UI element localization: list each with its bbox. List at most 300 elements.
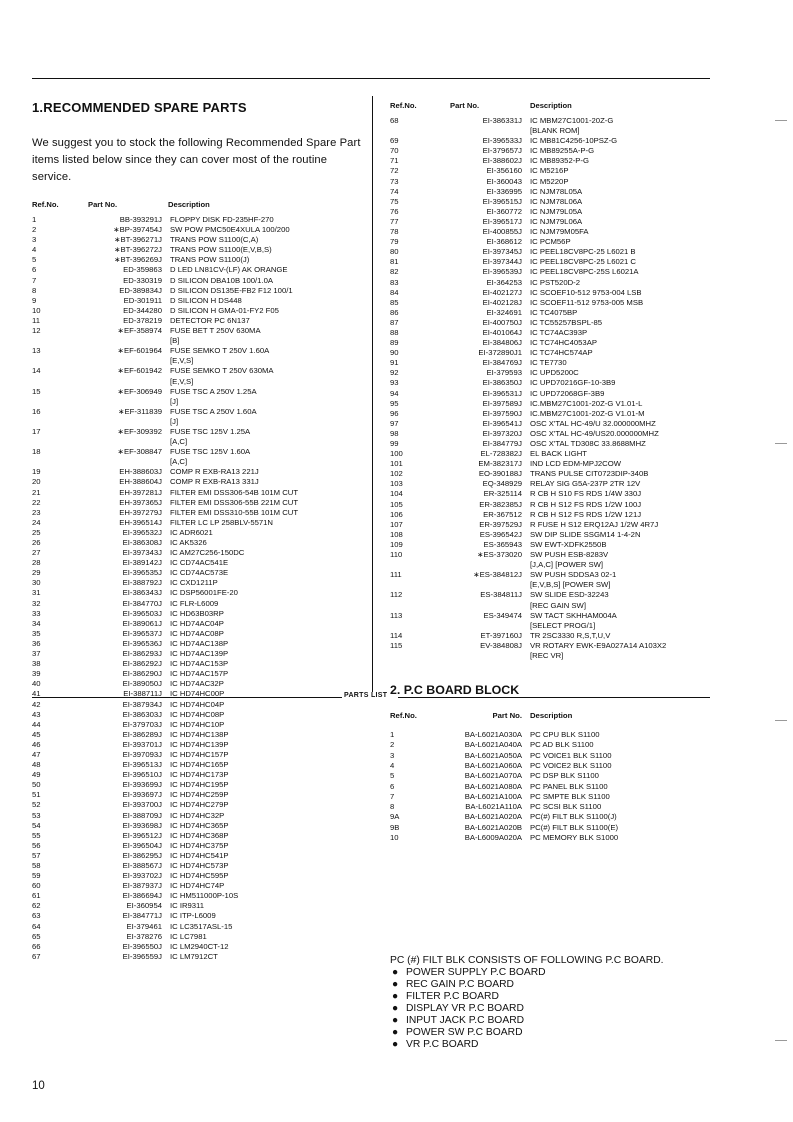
part-number: EI-396541J <box>482 418 522 428</box>
ref-number: 23 <box>32 507 41 517</box>
table-row-sub <box>390 580 720 590</box>
part-number: EM-382317J <box>478 459 522 469</box>
ref-number: 82 <box>390 267 399 277</box>
part-number: EI-324691 <box>486 307 522 317</box>
margin-mark <box>775 443 787 444</box>
parts-table <box>32 215 362 962</box>
table-row-sub <box>390 126 720 136</box>
description: IC MB89255A-P-G <box>530 146 595 156</box>
part-number: ∗EF-306949 <box>117 386 162 396</box>
spacer <box>450 560 530 570</box>
bullet-icon: ● <box>392 1039 399 1050</box>
part-number: ∗BT-396272J <box>114 245 162 255</box>
part-number: ED-330319 <box>123 275 162 285</box>
part-number: EI-384779J <box>482 439 522 448</box>
part-number: BA-L6021A060A <box>464 760 522 770</box>
spacer <box>88 457 170 467</box>
description: SW EWT-XDFK2550B <box>530 539 607 549</box>
filter-block-note <box>390 955 720 1051</box>
description: IC UPD70216GF-10-3B9 <box>530 378 616 388</box>
ref-number: 95 <box>390 398 399 408</box>
description: RELAY SIG G5A-237P 2TR 12V <box>530 479 641 489</box>
description: COMP R EXB-RA13 221J <box>170 467 259 477</box>
table-row <box>32 619 362 629</box>
ref-number: 39 <box>32 669 41 679</box>
table-row <box>32 588 362 598</box>
description: IC NJM79M05FA <box>530 227 589 237</box>
table-row <box>390 802 720 812</box>
ref-number: 47 <box>32 749 41 759</box>
table-row <box>32 659 362 669</box>
ref-number: 18 <box>32 447 41 457</box>
ref-number: 2 <box>390 740 395 750</box>
spacer <box>32 417 88 427</box>
part-number: ∗EF-601942 <box>117 366 162 376</box>
description: DETECTOR PC 6N137 <box>170 315 250 325</box>
ref-number: 105 <box>390 499 403 509</box>
description: R CB H S10 FS RDS 1/4W 330J <box>530 489 642 499</box>
ref-number: 33 <box>32 608 41 618</box>
table-row <box>390 570 720 580</box>
table-row <box>390 419 720 429</box>
table-row <box>32 750 362 760</box>
margin-mark <box>775 720 787 721</box>
part-number: EI-396532J <box>122 527 162 537</box>
ref-number: 13 <box>32 346 41 356</box>
bullet-icon: ● <box>392 967 399 978</box>
table-row <box>390 389 720 399</box>
ref-number: 19 <box>32 467 41 477</box>
table-row <box>32 669 362 679</box>
ref-number: 4 <box>390 760 395 770</box>
description-note: [A,C] <box>170 437 188 447</box>
description: IC HD74HC139P <box>170 739 229 749</box>
ref-number: 41 <box>32 689 41 699</box>
ref-number: 107 <box>390 519 403 529</box>
col-ref: Ref.No. <box>390 101 417 110</box>
description: TRANS POW S1100(J) <box>170 255 250 265</box>
ref-number: 3 <box>390 750 395 760</box>
table-row <box>32 851 362 861</box>
ref-number: 102 <box>390 469 403 479</box>
description: IC CXD1211P <box>170 578 218 588</box>
part-number: ∗BP-397454J <box>113 225 162 235</box>
part-number: ED-359863 <box>123 265 162 275</box>
description: IC CD74AC541E <box>170 558 229 568</box>
description: IC HD74HC32P <box>170 810 225 820</box>
part-number: EI-396503J <box>122 608 162 618</box>
table-row <box>32 225 362 235</box>
table-row <box>390 792 720 802</box>
description: PC(#) FILT BLK S1100(E) <box>530 822 619 832</box>
description: IC ADR6021 <box>170 527 213 537</box>
table-row <box>390 641 720 651</box>
footer-label: PARTS LIST <box>344 692 388 699</box>
table-row <box>390 449 720 459</box>
ref-number: 78 <box>390 227 399 237</box>
description: TRANS POW S1100(C,A) <box>170 235 259 245</box>
table-row <box>32 326 362 336</box>
ref-number: 99 <box>390 439 399 448</box>
table-row <box>32 538 362 548</box>
part-number: EL-728382J <box>480 449 522 459</box>
table-row <box>32 245 362 255</box>
description: IC HD74AC08P <box>170 628 224 638</box>
spacer <box>32 437 88 447</box>
part-number: EI-396515J <box>482 196 522 206</box>
description: SW PUSH SDDSA3 02-1 <box>530 570 617 580</box>
part-number: EI-388567J <box>122 861 162 870</box>
description: D SILICON H GMA-01-FY2 F05 <box>170 305 279 315</box>
part-number: EI-400750J <box>482 317 522 327</box>
part-number: ∗BT-396269J <box>114 255 162 265</box>
spare-parts-continued <box>390 98 720 843</box>
table-row <box>32 255 362 265</box>
part-number: EI-379593 <box>486 368 522 378</box>
part-number: EI-396536J <box>122 638 162 648</box>
description: IC PEEL18CV8PC-25 L6021 C <box>530 257 636 267</box>
description: IC HD63B03RP <box>170 608 224 618</box>
description: IC TC74AC393P <box>530 327 588 337</box>
part-number: ∗EF-311839 <box>118 406 162 416</box>
description: SW DIP SLIDE SSGM14 1-4-2N <box>530 529 641 539</box>
part-number: EI-386292J <box>122 659 162 669</box>
part-number: EI-397344J <box>482 257 522 267</box>
table-row <box>32 780 362 790</box>
bullet-icon: ● <box>392 1003 399 1014</box>
ref-number: 31 <box>32 588 41 598</box>
ref-number: 77 <box>390 216 399 226</box>
part-number: EI-393702J <box>122 871 162 881</box>
description: IC FLR-L6009 <box>170 598 219 608</box>
ref-number: 61 <box>32 891 41 901</box>
col-part: Part No. <box>492 710 522 720</box>
description: IC HD74HC279P <box>170 800 229 810</box>
bullet-icon: ● <box>392 1027 399 1038</box>
ref-number: 52 <box>32 800 41 810</box>
ref-number: 30 <box>32 578 41 588</box>
part-number: EI-336995 <box>486 186 522 196</box>
part-number: EI-401064J <box>482 327 522 337</box>
ref-number: 17 <box>32 426 41 436</box>
part-number: EI-397343J <box>122 548 162 558</box>
ref-number: 25 <box>32 527 41 537</box>
part-number: EI-397590J <box>482 408 522 418</box>
part-number: EI-386350J <box>482 378 522 388</box>
description-note: [A,C] <box>170 457 188 467</box>
spacer <box>390 651 450 661</box>
table-row <box>390 288 720 298</box>
table-row <box>32 871 362 881</box>
spacer <box>450 621 530 631</box>
spacer <box>450 126 530 136</box>
spacer <box>32 377 88 387</box>
col-desc: Description <box>530 101 572 110</box>
pc-board-table <box>390 730 720 843</box>
description: FILTER EMI DSS306-54B 101M CUT <box>170 487 299 497</box>
description: FUSE TSC 125V 1.60A <box>170 447 251 457</box>
part-number: EI-389061J <box>122 618 162 628</box>
part-number: EI-386295J <box>122 850 162 860</box>
spare-parts-section <box>32 98 362 962</box>
table-row <box>32 891 362 901</box>
table-row-sub <box>390 621 720 631</box>
part-number: ∗EF-358974 <box>117 326 162 336</box>
ref-number: 114 <box>390 630 403 640</box>
part-number: EI-379703J <box>122 719 162 729</box>
part-number: BA-L6021A100A <box>464 791 522 801</box>
description-note: [J] <box>170 416 179 426</box>
table-row <box>390 166 720 176</box>
part-number: EI-396559J <box>122 951 162 961</box>
section-heading: 1.RECOMMENDED SPARE PARTS <box>32 100 247 115</box>
ref-number: 65 <box>32 931 41 941</box>
table-row <box>390 308 720 318</box>
description: FILTER LC LP 258BLV-5571N <box>170 517 273 527</box>
part-number: BB-393291J <box>119 215 162 224</box>
description: IC NJM79L06A <box>530 216 583 226</box>
part-number: EI-397345J <box>482 247 522 257</box>
description: PC SMPTE BLK S1100 <box>530 791 610 801</box>
spacer <box>390 560 450 570</box>
ref-number: 69 <box>390 136 399 146</box>
ref-number: 104 <box>390 489 403 499</box>
ref-number: 1 <box>32 215 37 224</box>
list-item-text: POWER SUPPLY P.C BOARD <box>406 967 546 978</box>
table-row <box>32 477 362 487</box>
ref-number: 76 <box>390 206 399 216</box>
description: D SILICON DS135E-FB2 F12 100/1 <box>170 285 293 295</box>
ref-number: 49 <box>32 770 41 780</box>
part-number: EI-402127J <box>482 287 522 297</box>
table-row <box>32 710 362 720</box>
bullet-icon: ● <box>392 979 399 990</box>
table-row <box>32 498 362 508</box>
part-number: EI-393697J <box>122 790 162 800</box>
description: IC HD74HC368P <box>170 830 229 840</box>
list-item-text: FILTER P.C BOARD <box>406 991 499 1002</box>
table-row <box>32 740 362 750</box>
ref-number: 48 <box>32 760 41 770</box>
part-number: ∗ES-384812J <box>473 570 522 580</box>
description: IC MB81C4256-10PSZ-G <box>530 136 618 146</box>
description: IC HD74HC195P <box>170 780 229 790</box>
part-number: EI-360772 <box>486 206 522 216</box>
spacer <box>390 601 450 611</box>
part-number: ED-344280 <box>123 305 162 315</box>
ref-number: 22 <box>32 497 41 507</box>
table-row <box>390 247 720 257</box>
part-number: EO-390188J <box>478 469 522 479</box>
ref-number: 53 <box>32 810 41 820</box>
ref-number: 32 <box>32 598 41 608</box>
description: IC HD74HC541P <box>170 850 229 860</box>
ref-number: 55 <box>32 830 41 840</box>
description: OSC X'TAL HC-49/U 32.000000MHZ <box>530 418 656 428</box>
description-note: [J,A,C] [POWER SW] <box>530 560 604 570</box>
ref-number: 7 <box>32 275 37 285</box>
ref-number: 2 <box>32 225 37 235</box>
list-item <box>390 991 720 1003</box>
ref-number: 93 <box>390 378 399 388</box>
description: FUSE BET T 250V 630MA <box>170 326 261 336</box>
ref-number: 103 <box>390 479 403 489</box>
description: D SILICON H DS448 <box>170 295 242 305</box>
table-row <box>32 609 362 619</box>
description: IC HD74HC165P <box>170 760 229 770</box>
description: IC UPD5200C <box>530 368 579 378</box>
description: IND LCD EDM-MPJ2COW <box>530 459 621 469</box>
ref-number: 91 <box>390 358 399 368</box>
table-row <box>32 235 362 245</box>
description: IC LM7912CT <box>170 951 218 961</box>
part-number: EI-386293J <box>122 649 162 659</box>
table-row-sub <box>32 397 362 407</box>
description-note: [BLANK ROM] <box>530 126 580 136</box>
part-number: EI-393699J <box>122 780 162 790</box>
ref-number: 56 <box>32 840 41 850</box>
table-row-sub <box>32 437 362 447</box>
ref-number: 16 <box>32 406 41 416</box>
ref-number: 10 <box>32 305 41 315</box>
bullet-icon: ● <box>392 1015 399 1026</box>
part-number: EI-386331J <box>482 116 522 125</box>
ref-number: 64 <box>32 921 41 931</box>
ref-number: 11 <box>32 315 40 325</box>
table-row <box>32 276 362 286</box>
table-row <box>390 227 720 237</box>
description: IC HD74AC32P <box>170 679 224 689</box>
part-number: EI-368612 <box>486 237 522 247</box>
part-number: ES-365943 <box>483 539 522 549</box>
intro-paragraph: We suggest you to stock the following Recommended Spare Part items listed below since they can cover most of the routine service. <box>32 137 361 183</box>
ref-number: 29 <box>32 568 41 578</box>
list-item-text: VR P.C BOARD <box>406 1039 479 1050</box>
ref-number: 35 <box>32 628 41 638</box>
ref-number: 46 <box>32 739 41 749</box>
description-note: [B] <box>170 336 180 346</box>
description: IC AM27C256-150DC <box>170 548 245 558</box>
table-row <box>32 831 362 841</box>
list-item <box>390 1027 720 1039</box>
ref-number: 43 <box>32 709 41 719</box>
description: R CB H S12 FS RDS 1/2W 121J <box>530 509 642 519</box>
description: IC LC3517ASL-15 <box>170 921 233 931</box>
description: R CB H S12 FS RDS 1/2W 100J <box>530 499 642 509</box>
ref-number: 88 <box>390 327 399 337</box>
ref-number: 115 <box>390 640 403 650</box>
table-row <box>32 528 362 538</box>
spacer <box>390 126 450 136</box>
part-number: EI-388709J <box>122 810 162 820</box>
table-row <box>390 409 720 419</box>
ref-number: 87 <box>390 317 399 327</box>
table-row <box>390 782 720 792</box>
table-row <box>390 550 720 560</box>
part-number: EI-384769J <box>482 358 522 368</box>
table-row <box>32 639 362 649</box>
table-row <box>390 611 720 621</box>
description: IC HD74AC138P <box>170 638 229 648</box>
part-number: EI-389050J <box>122 679 162 689</box>
table-row-sub <box>32 336 362 346</box>
description: IC MBM27C1001-20Z-G <box>530 116 614 125</box>
spacer <box>32 457 88 467</box>
ref-number: 110 <box>390 550 403 560</box>
description: VR ROTARY EWK-E9A027A14 A103X2 <box>530 640 667 650</box>
list-item-text: DISPLAY VR P.C BOARD <box>406 1003 524 1014</box>
ref-number: 85 <box>390 297 399 307</box>
ref-number: 66 <box>32 941 41 951</box>
ref-number: 9 <box>32 295 37 305</box>
part-number: EH-388603J <box>119 467 162 477</box>
table-row <box>390 348 720 358</box>
table-row <box>32 679 362 689</box>
table-row <box>32 841 362 851</box>
ref-number: 8 <box>390 802 395 812</box>
part-number: EH-397281J <box>119 487 162 497</box>
col-part: Part No. <box>88 200 118 209</box>
part-number: EI-396539J <box>482 267 522 277</box>
table-row <box>32 407 362 417</box>
description: FLOPPY DISK FD-235HF-270 <box>170 215 274 224</box>
description: FUSE SEMKO T 250V 630MA <box>170 366 274 376</box>
description: IC HD74HC595P <box>170 871 229 881</box>
table-row <box>390 267 720 277</box>
description: IC HD74HC138P <box>170 729 229 739</box>
ref-number: 92 <box>390 368 399 378</box>
description: IC PCM56P <box>530 237 571 247</box>
description: SW PUSH ESB-8283V <box>530 550 609 560</box>
ref-number: 12 <box>32 326 41 336</box>
description: IC LC7981 <box>170 931 207 941</box>
note-text: PC (#) FILT BLK CONSISTS OF FOLLOWING P.C BOARD. <box>390 955 664 966</box>
table-row <box>390 328 720 338</box>
description: IC TC74HC4053AP <box>530 338 597 348</box>
part-number: EI-396531J <box>482 388 522 398</box>
part-number: ∗EF-601964 <box>117 346 162 356</box>
ref-number: 42 <box>32 699 41 709</box>
ref-number: 111 <box>390 570 402 580</box>
part-number: EI-396535J <box>122 568 162 578</box>
ref-number: 89 <box>390 338 399 348</box>
table-row <box>32 942 362 952</box>
part-number: EI-386308J <box>122 538 162 547</box>
ref-number: 58 <box>32 861 41 870</box>
board-list <box>390 967 720 1051</box>
table-row <box>390 368 720 378</box>
part-number: EI-379461 <box>126 921 162 931</box>
table-row <box>390 116 720 126</box>
table-row <box>390 761 720 771</box>
part-number: EI-396512J <box>122 830 162 840</box>
ref-number: 81 <box>390 257 399 267</box>
table-row <box>32 599 362 609</box>
description: FUSE TSC A 250V 1.60A <box>170 406 257 416</box>
part-number: EI-386290J <box>122 669 162 679</box>
part-number: EI-396513J <box>122 760 162 770</box>
description: IC MB89352-P-G <box>530 156 589 166</box>
ref-number: 1 <box>390 730 395 740</box>
table-row <box>390 177 720 187</box>
ref-number: 113 <box>390 610 403 620</box>
description-note: [REC VR] <box>530 650 564 660</box>
ref-number: 37 <box>32 649 41 659</box>
pc-table-header <box>390 709 720 721</box>
description: R FUSE H S12 ERQ12AJ 1/2W 4R7J <box>530 519 659 529</box>
table-row-sub <box>32 356 362 366</box>
ref-number: 6 <box>390 781 395 791</box>
